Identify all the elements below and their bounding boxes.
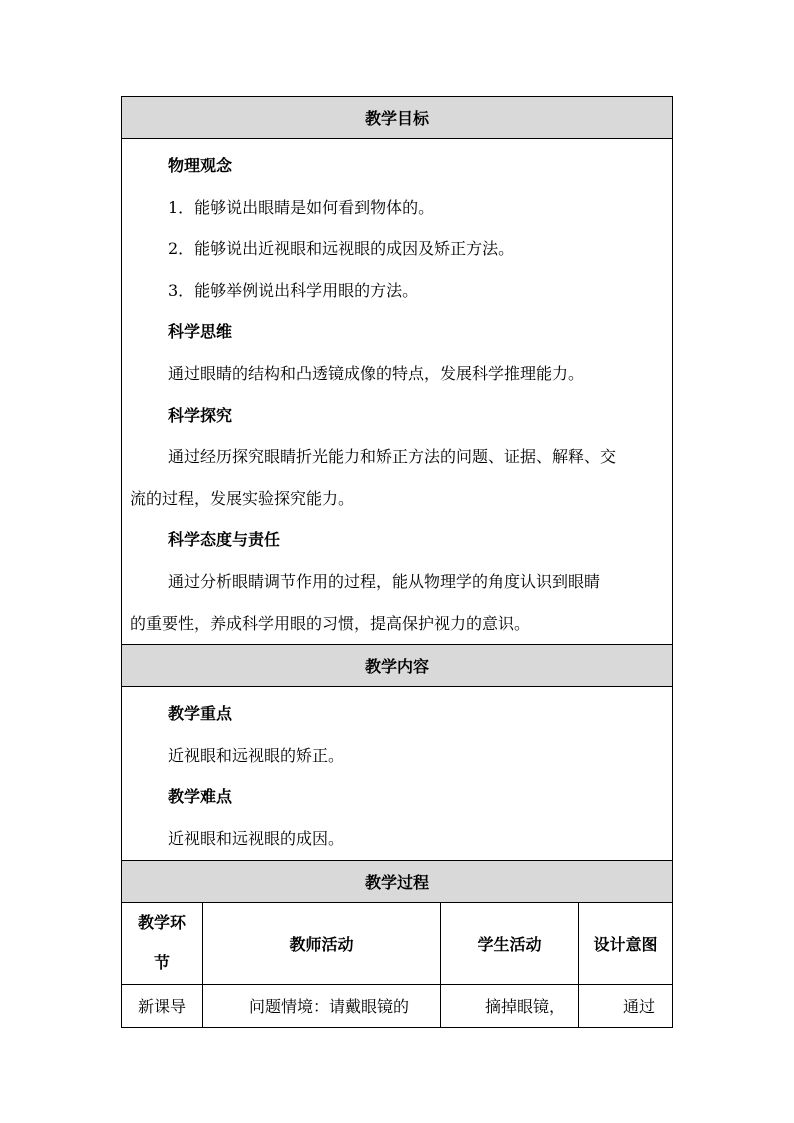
row-student-cell: 摘掉眼镜，: [441, 984, 579, 1027]
difficulties-heading: 教学难点: [168, 787, 233, 807]
attitude-text-line-1: 通过分析眼睛调节作用的过程，能从物理学的角度认识到眼睛: [168, 571, 601, 591]
scientific-inquiry-text-line-1: 通过经历探究眼睛折光能力和矫正方法的问题、证据、解释、交: [168, 447, 617, 467]
physics-concept-item-1: 1．能够说出眼睛是如何看到物体的。: [168, 197, 435, 217]
row-stage-cell: 新课导: [122, 984, 203, 1027]
column-header-intent: 设计意图: [579, 902, 673, 984]
column-header-stage-line-1: 教学环: [137, 913, 186, 932]
column-header-stage: [122, 902, 203, 984]
physics-concept-item-2: 2．能够说出近视眼和远视眼的成因及矫正方法。: [168, 239, 515, 259]
physics-concept-item-3: 3．能够举例说出科学用眼的方法。: [168, 280, 419, 300]
row-teacher-cell: 问题情境：请戴眼镜的: [203, 984, 441, 1027]
process-header: 教学过程: [122, 860, 673, 902]
content-header: 教学内容: [122, 645, 673, 687]
objectives-body: [122, 139, 673, 645]
column-header-stage-line-2: 节: [153, 953, 170, 972]
scientific-inquiry-heading: 科学探究: [168, 405, 233, 425]
key-points-heading: 教学重点: [168, 704, 233, 724]
table-row: [122, 984, 673, 1027]
scientific-thinking-text: 通过眼睛的结构和凸透镜成像的特点，发展科学推理能力。: [168, 363, 585, 383]
difficulties-text: 近视眼和远视眼的成因。: [168, 828, 345, 848]
column-header-teacher: 教师活动: [203, 902, 441, 984]
key-points-text: 近视眼和远视眼的矫正。: [168, 745, 345, 765]
objectives-header: 教学目标: [122, 97, 673, 139]
content-body: [122, 687, 673, 860]
scientific-thinking-heading: 科学思维: [168, 322, 233, 342]
column-header-student: 学生活动: [441, 902, 579, 984]
lesson-plan-document: [121, 96, 672, 1028]
row-intent-cell: 通过: [579, 984, 673, 1027]
scientific-inquiry-text-line-2: 流的过程，发展实验探究能力。: [130, 488, 355, 508]
attitude-heading: 科学态度与责任: [168, 530, 281, 550]
physics-concept-heading: 物理观念: [168, 156, 233, 175]
lesson-plan-table: [121, 96, 673, 1028]
attitude-text-line-2: 的重要性，养成科学用眼的习惯，提高保护视力的意识。: [130, 613, 531, 633]
